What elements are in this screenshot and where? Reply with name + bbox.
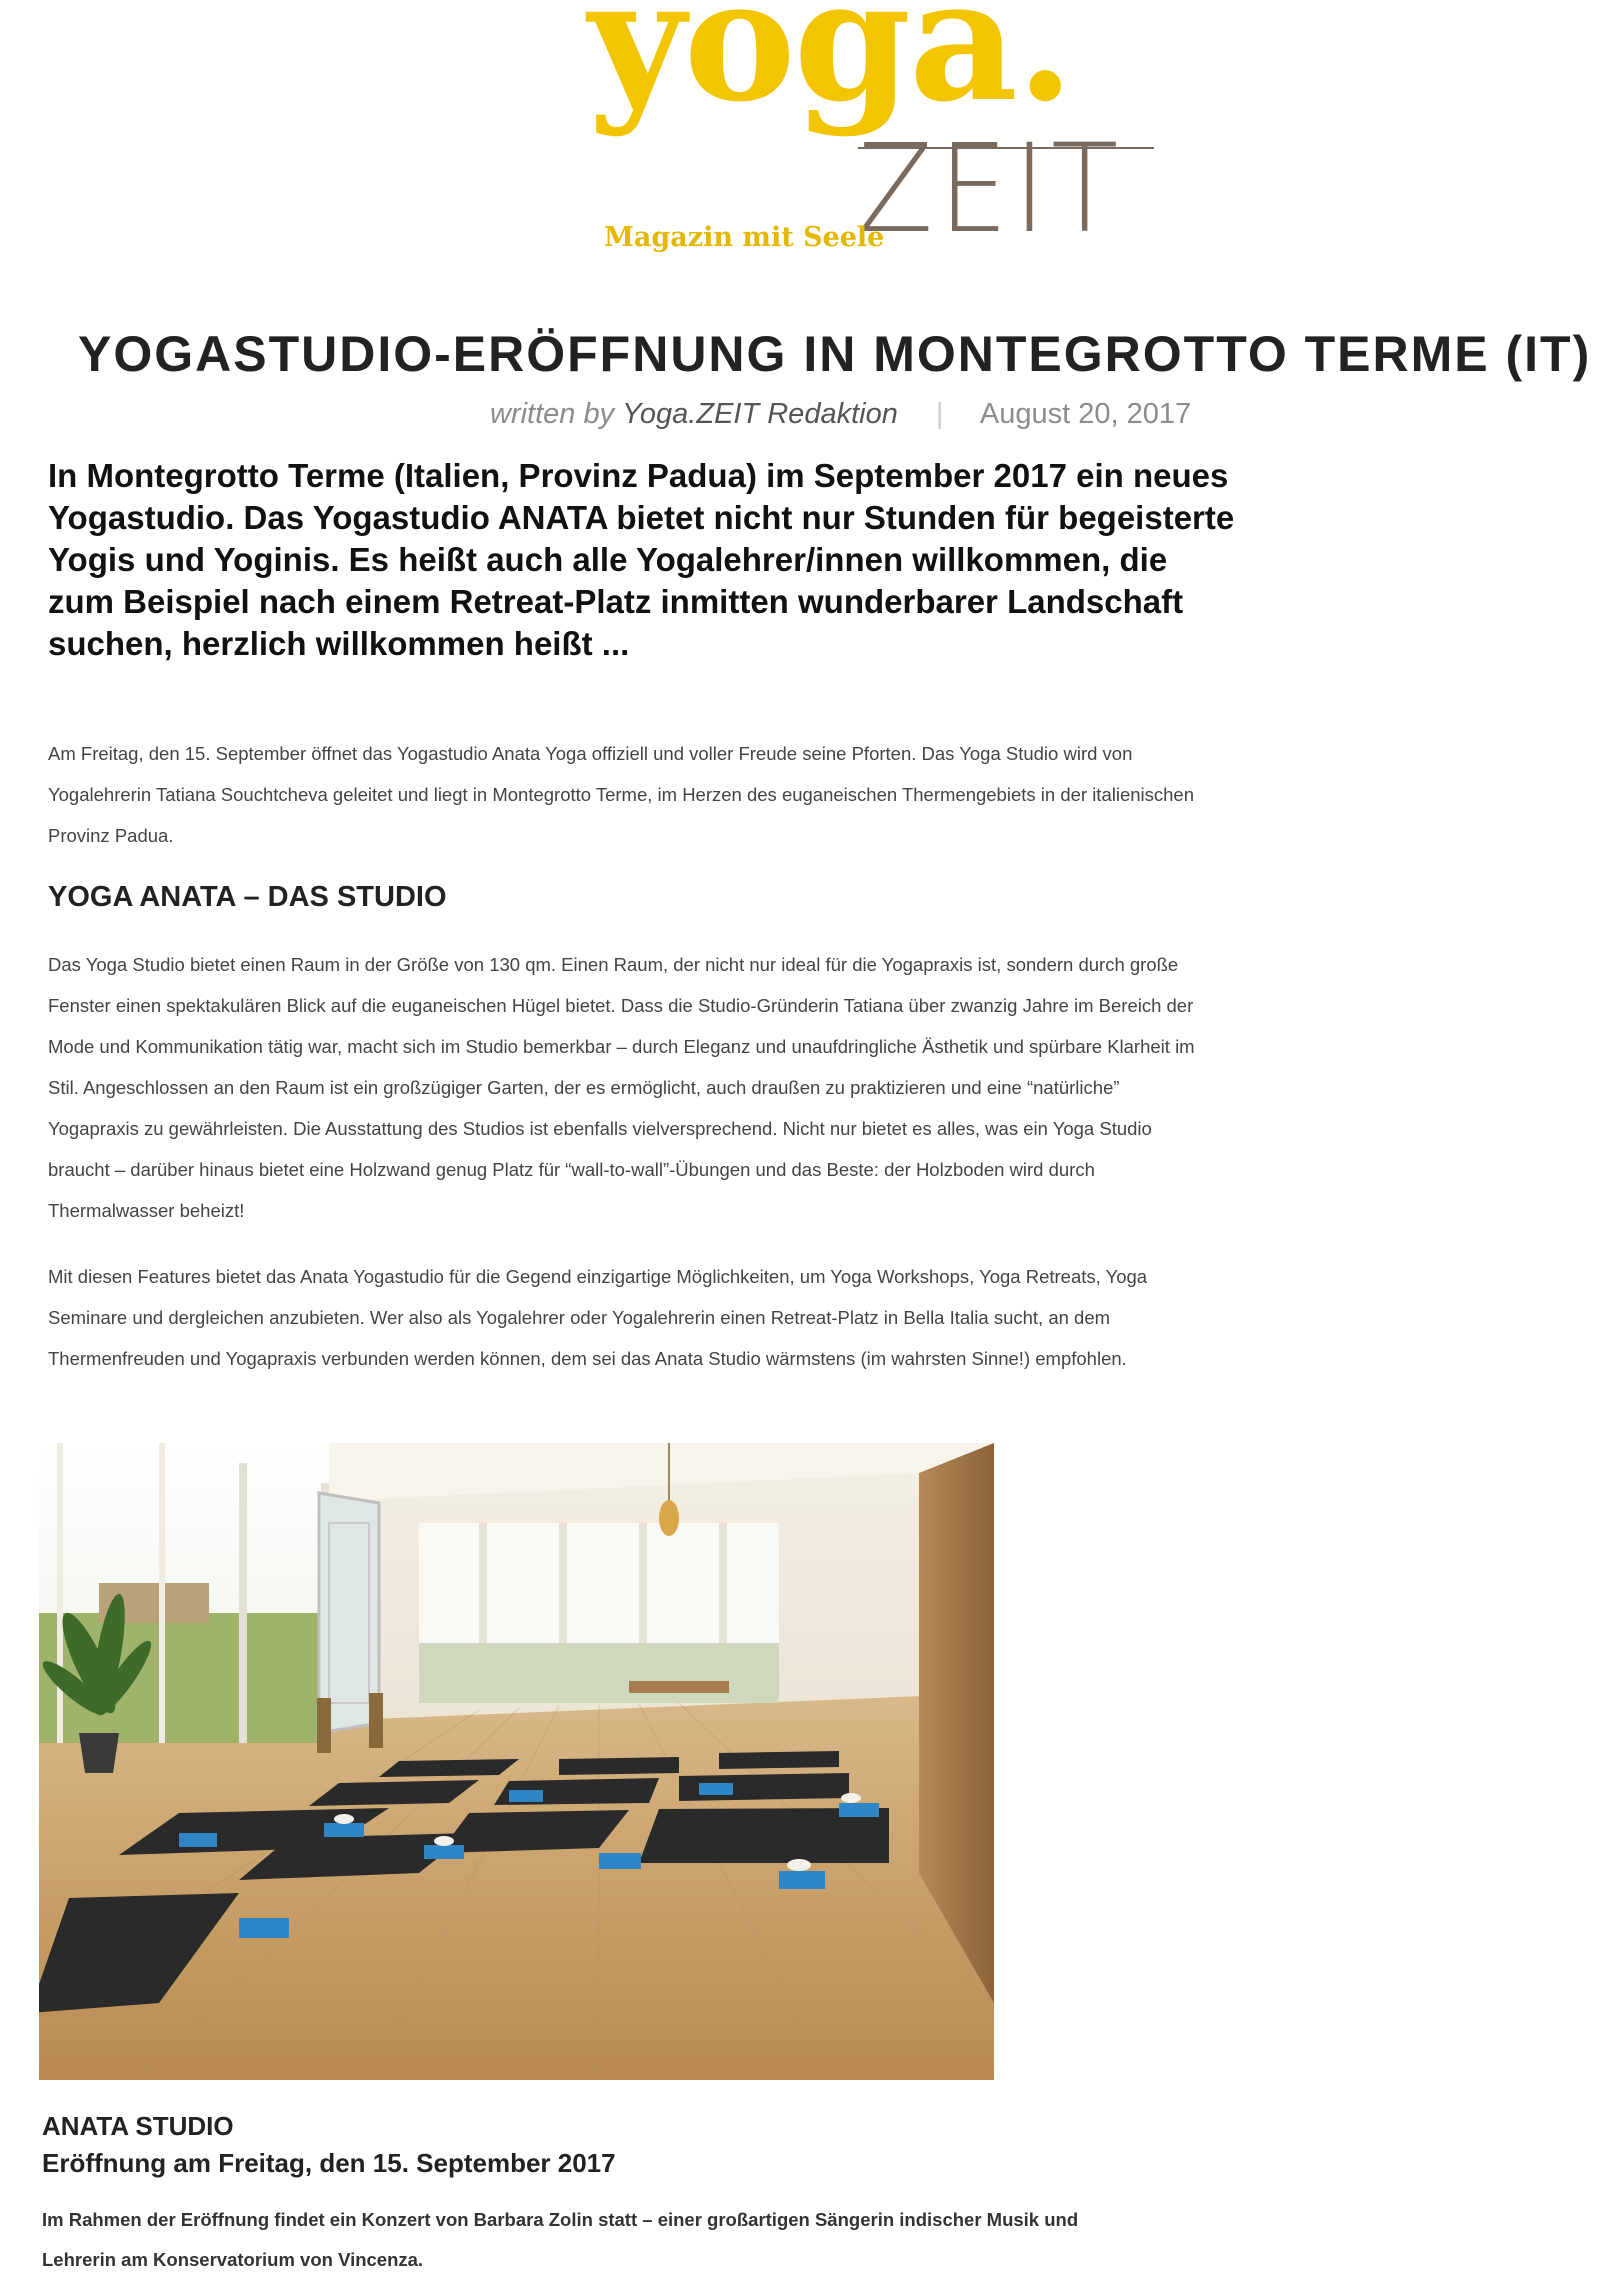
logo-wordmark-yoga: yoga. (588, 0, 1073, 139)
article-paragraph-2: Das Yoga Studio bietet einen Raum in der Größe von 130 qm. Einen Raum, der nicht nur ideal für die Yogapraxis ist, sondern durch große Fenster einen spektakulären Blick auf die euganeischen Hügel bietet. Dass die Studio-Gründerin Tatiana über zwanzig Jahre im Bereich der Mode und Kommunikation tätig war, macht sich im Studio bemerkbar – durch Eleganz und unaufdringliche Ästhetik und spürbare Klarheit im Stil. Angeschlossen an den Raum ist ein großzügiger Garten, der es ermöglicht, auch draußen zu praktizieren und eine “natürliche” Yogapraxis zu gewährleisten. Die Ausstattung des Studios ist ebenfalls vielversprechend. Nicht nur bietet es alles, was ein Yoga Studio braucht – darüber hinaus bietet eine Holzwand genug Platz für “wall-to-wall”-Übungen und das Beste: der Holzboden wird durch Thermalwasser beheizt! (48, 954, 1195, 1221)
article-lead: In Montegrotto Terme (Italien, Provinz Padua) im September 2017 ein neues Yogastudio. Das Yogastudio ANATA bietet nicht nur Stunden für begeisterte Yogis und Yoginis. Es heißt auch alle Yogalehrer/innen willkommen, die zum Beispiel nach einem Retreat-Platz inmitten wunderbarer Landschaft suchen, herzlich willkommen heißt ... (48, 457, 1235, 662)
article-paragraph-1: Am Freitag, den 15. September öffnet das Yogastudio Anata Yoga offiziell und voller Freude seine Pforten. Das Yoga Studio wird von Yogalehrerin Tatiana Souchtcheva geleitet und liegt in Montegrotto Terme, im Herzen des euganeischen Thermengebiets in der italienischen Provinz Padua. (48, 743, 1195, 846)
article-byline (490, 398, 1191, 431)
byline-separator: | (935, 398, 944, 430)
photo-caption-title: ANATA STUDIO (42, 2111, 234, 2141)
section-heading: YOGA ANATA – DAS STUDIO (48, 881, 447, 913)
article-paragraph-4: Im Rahmen der Eröffnung findet ein Konzert von Barbara Zolin statt – einer großartigen Sängerin indischer Musik und Lehrerin am Konservatorium von Vincenza. (42, 2209, 1079, 2270)
logo-wordmark-zeit: ZEIT (858, 118, 1124, 260)
article-title: YOGASTUDIO-ERÖFFNUNG IN MONTEGROTTO TERME (IT) (78, 326, 1592, 382)
byline-date: August 20, 2017 (979, 398, 1192, 430)
logo-tagline: Magazin mit Seele (604, 222, 885, 253)
byline-label: written by (490, 398, 615, 430)
byline-author-link[interactable]: Yoga.ZEIT Redaktion (622, 398, 898, 430)
article-paragraph-3: Mit diesen Features bietet das Anata Yogastudio für die Gegend einzigartige Möglichkeiten, um Yoga Workshops, Yoga Retreats, Yoga Seminare und dergleichen anzubieten. Wer also als Yogalehrer oder Yogalehrerin einen Retreat-Platz in Bella Italia sucht, an dem Thermenfreuden und Yogapraxis verbunden werden können, dem sei das Anata Studio wärmstens (im wahrsten Sinne!) empfohlen. (48, 1266, 1148, 1369)
studio-photo[interactable] (39, 1443, 994, 2080)
photo-caption-subtitle: Eröffnung am Freitag, den 15. September 2017 (42, 2148, 616, 2178)
site-logo[interactable] (0, 0, 1621, 270)
